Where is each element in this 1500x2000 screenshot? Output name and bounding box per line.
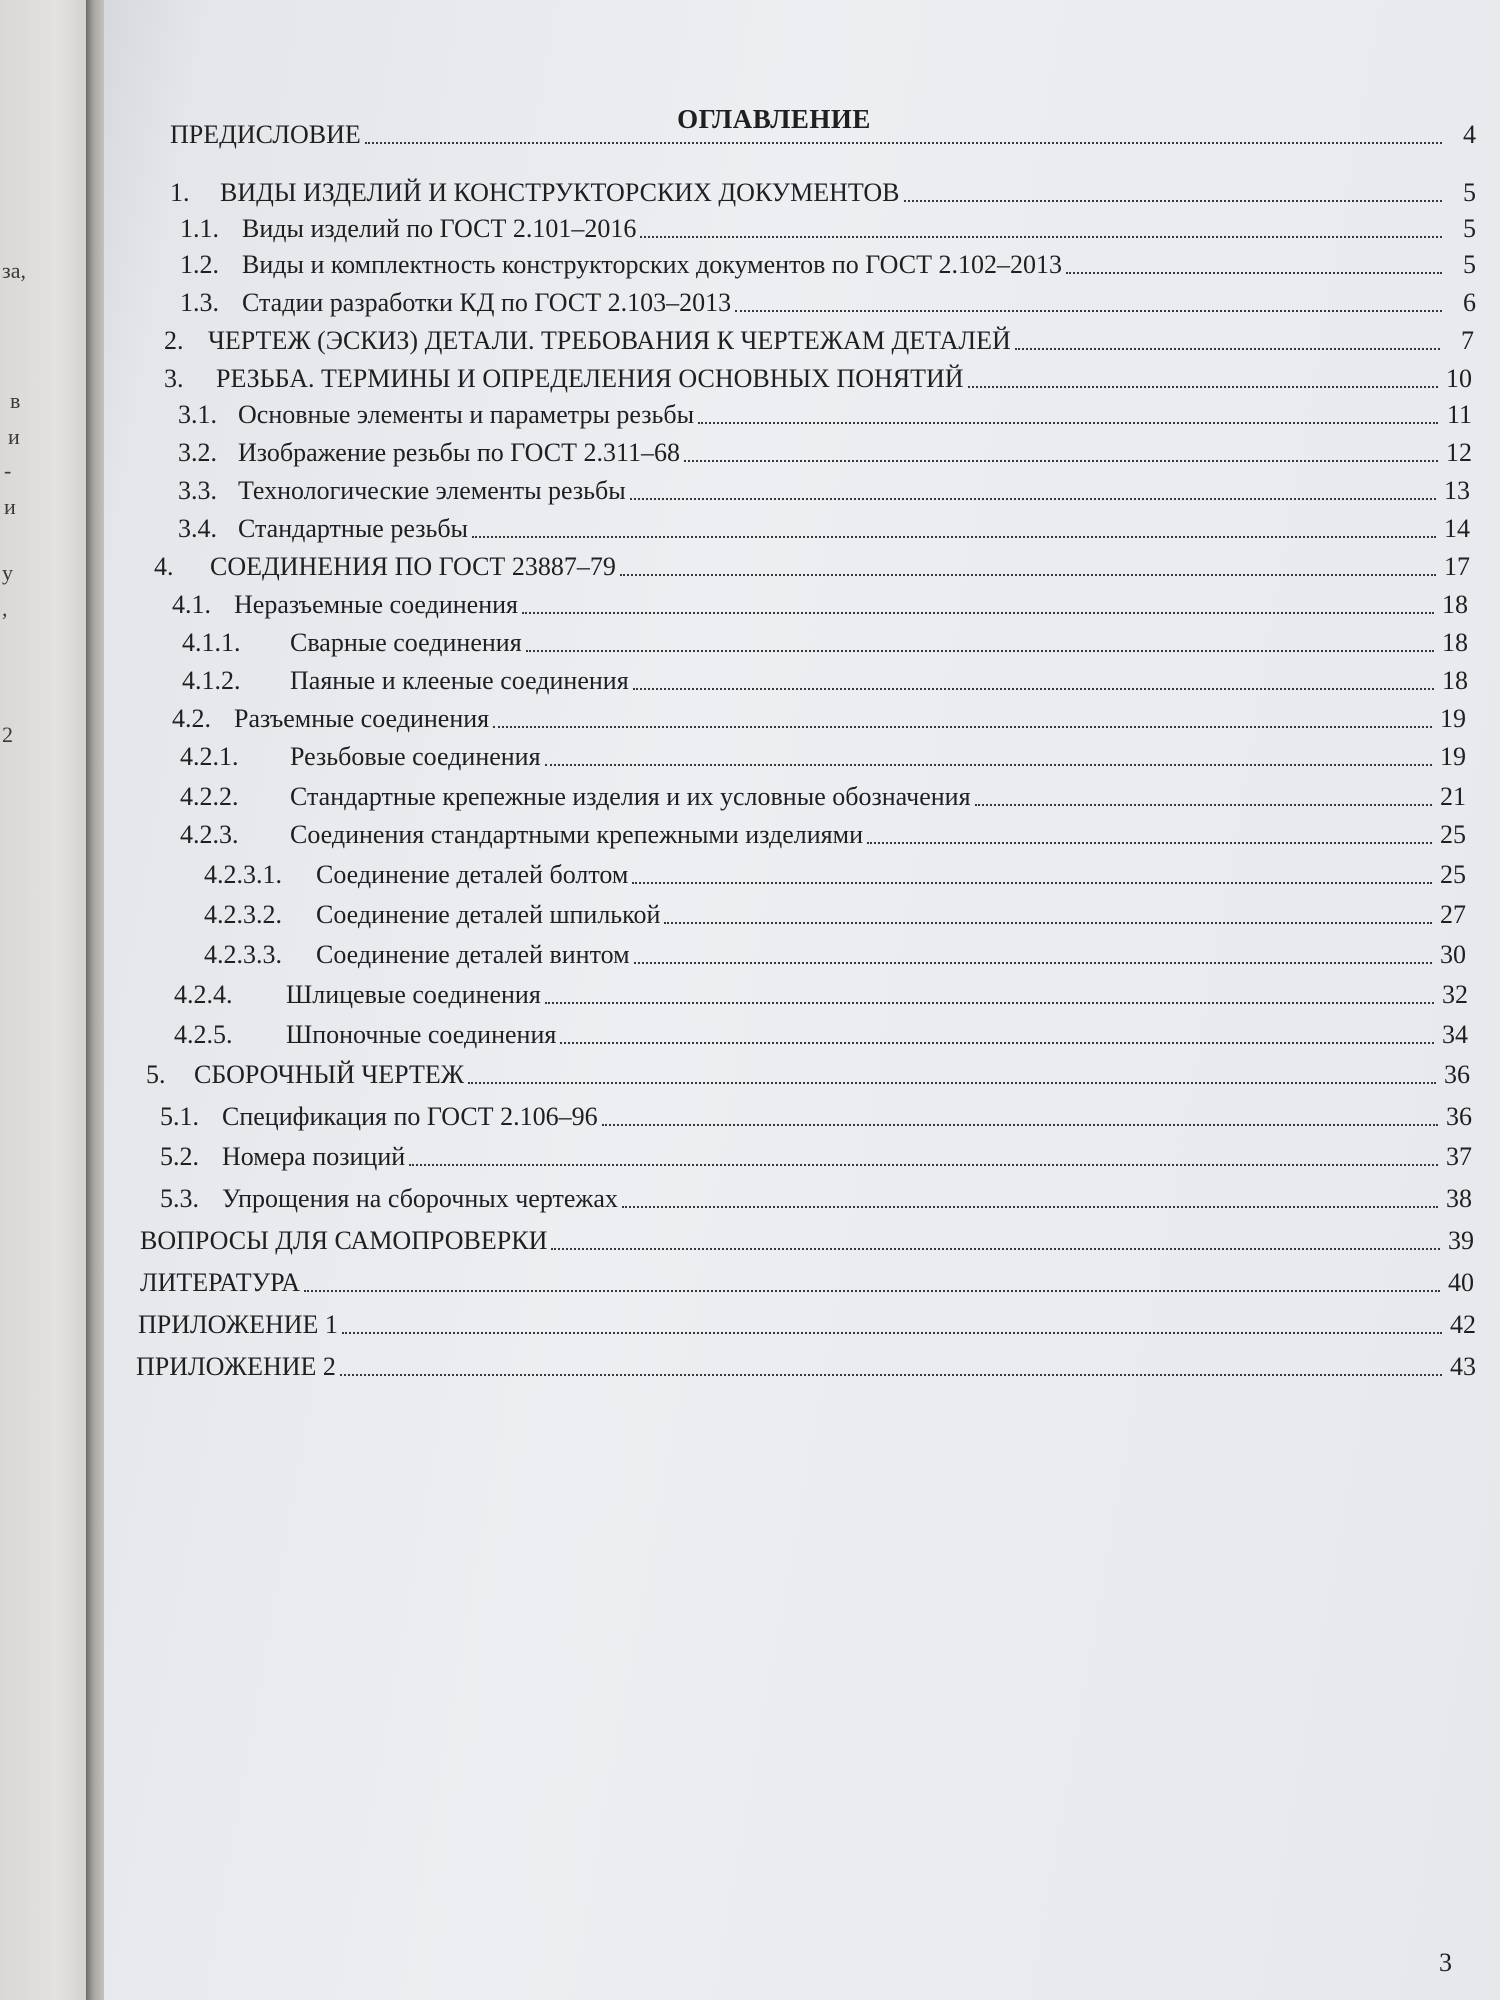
toc-entry-number: 3.	[164, 364, 184, 393]
toc-entry	[164, 364, 1472, 394]
toc-leader-dots	[365, 142, 1442, 144]
toc-entry-page: 4	[1463, 120, 1476, 149]
toc-entry-label: Виды и комплектность конструкторских документов по ГОСТ 2.102–2013	[242, 250, 1063, 279]
toc-leader-dots	[968, 386, 1438, 388]
toc-entry	[170, 120, 1476, 150]
toc-entry-page: 17	[1444, 552, 1470, 581]
toc-entry-page: 43	[1450, 1352, 1476, 1381]
toc-entry-label: Сварные соединения	[290, 628, 522, 657]
document-page	[104, 0, 1500, 2000]
toc-leader-dots	[468, 1082, 1436, 1084]
toc-entry-number: 4.2.3.2.	[204, 900, 282, 929]
toc-entry-page: 21	[1440, 782, 1466, 811]
toc-entry	[180, 250, 1476, 280]
toc-entry	[178, 514, 1470, 544]
toc-entry-label: ВИДЫ ИЗДЕЛИЙ И КОНСТРУКТОРСКИХ ДОКУМЕНТОВ	[220, 178, 900, 207]
toc-entry-page: 13	[1444, 476, 1470, 505]
toc-entry-label: ПРИЛОЖЕНИЕ 1	[138, 1310, 338, 1339]
toc-entry-label: Соединения стандартными крепежными изделиями	[290, 820, 863, 849]
toc-entry	[164, 326, 1474, 356]
toc-entry	[146, 1060, 1470, 1090]
toc-entry-page: 14	[1444, 514, 1470, 543]
toc-entry-number: 5.1.	[160, 1102, 199, 1131]
toc-leader-dots	[735, 310, 1442, 312]
toc-entry-page: 36	[1444, 1060, 1470, 1089]
toc-entry-page: 30	[1440, 940, 1466, 969]
toc-entry-label: Стандартные крепежные изделия и их условные обозначения	[290, 782, 971, 811]
toc-entry	[180, 214, 1476, 244]
toc-entry-number: 1.2.	[180, 250, 219, 279]
toc-entry-label: ВОПРОСЫ ДЛЯ САМОПРОВЕРКИ	[140, 1226, 548, 1255]
table-of-contents	[104, 0, 1500, 2000]
toc-leader-dots	[342, 1332, 1442, 1334]
toc-entry-page: 11	[1446, 400, 1472, 429]
toc-leader-dots	[472, 536, 1436, 538]
toc-leader-dots	[622, 1206, 1438, 1208]
toc-entry-number: 3.4.	[178, 514, 217, 543]
toc-entry	[204, 900, 1466, 930]
toc-entry-label: Изображение резьбы по ГОСТ 2.311–68	[238, 438, 681, 467]
toc-entry-page: 18	[1442, 628, 1468, 657]
toc-leader-dots	[632, 882, 1432, 884]
toc-entry-label: Спецификация по ГОСТ 2.106–96	[222, 1102, 598, 1131]
toc-entry-number: 1.	[170, 178, 190, 207]
toc-entry-page: 18	[1442, 666, 1468, 695]
toc-leader-dots	[867, 842, 1432, 844]
toc-entry-number: 4.1.2.	[182, 666, 241, 695]
left-page-fragment: в	[10, 388, 21, 413]
toc-entry	[172, 704, 1466, 734]
toc-entry	[178, 476, 1470, 506]
toc-entry-label: Соединение деталей шпилькой	[316, 900, 661, 929]
toc-entry-number: 4.2.4.	[174, 980, 233, 1009]
toc-entry	[180, 782, 1466, 812]
toc-entry-number: 5.	[146, 1060, 166, 1089]
left-page-fragment: у	[2, 560, 13, 585]
toc-entry-number: 4.2.2.	[180, 782, 239, 811]
toc-entry-label: ЛИТЕРАТУРА	[140, 1268, 300, 1297]
toc-entry-number: 4.2.5.	[174, 1020, 233, 1049]
toc-leader-dots	[493, 726, 1432, 728]
toc-entry-number: 3.1.	[178, 400, 217, 429]
toc-entry-label: СБОРОЧНЫЙ ЧЕРТЕЖ	[194, 1060, 465, 1089]
toc-entry	[178, 438, 1472, 468]
toc-entry-label: Стандартные резьбы	[238, 514, 469, 543]
toc-entry	[182, 666, 1468, 696]
toc-entry-page: 25	[1440, 820, 1466, 849]
toc-entry-page: 6	[1463, 288, 1476, 317]
toc-leader-dots	[545, 764, 1432, 766]
toc-leader-dots	[620, 574, 1436, 576]
toc-leader-dots	[340, 1374, 1442, 1376]
toc-entry-page: 5	[1463, 214, 1476, 243]
toc-entry-label: СОЕДИНЕНИЯ ПО ГОСТ 23887–79	[210, 552, 616, 581]
toc-entry-page: 27	[1440, 900, 1466, 929]
toc-leader-dots	[304, 1290, 1440, 1292]
toc-leader-dots	[545, 1002, 1434, 1004]
toc-entry-label: Соединение деталей винтом	[316, 940, 630, 969]
toc-entry-number: 4.2.3.1.	[204, 860, 282, 889]
toc-entry-page: 12	[1446, 438, 1472, 467]
toc-entry-number: 1.3.	[180, 288, 219, 317]
toc-entry	[178, 400, 1472, 430]
toc-entry-page: 42	[1450, 1310, 1476, 1339]
toc-leader-dots	[409, 1164, 1438, 1166]
toc-leader-dots	[1015, 348, 1440, 350]
toc-entry-label: ПРИЛОЖЕНИЕ 2	[136, 1352, 336, 1381]
toc-entry-label: Паяные и клееные соединения	[290, 666, 629, 695]
left-facing-page	[0, 0, 96, 2000]
left-page-fragment: ,	[2, 596, 8, 621]
toc-entry-label: Виды изделий по ГОСТ 2.101–2016	[242, 214, 637, 243]
toc-entry-number: 5.3.	[160, 1184, 199, 1213]
toc-entry	[204, 940, 1466, 970]
toc-entry-label: ЧЕРТЕЖ (ЭСКИЗ) ДЕТАЛИ. ТРЕБОВАНИЯ К ЧЕРТЕЖАМ ДЕТАЛЕЙ	[208, 326, 1011, 355]
toc-entry-number: 3.2.	[178, 438, 217, 467]
toc-leader-dots	[526, 650, 1434, 652]
toc-leader-dots	[602, 1124, 1438, 1126]
toc-leader-dots	[522, 612, 1434, 614]
toc-entry-number: 2.	[164, 326, 184, 355]
toc-entry	[160, 1184, 1472, 1214]
toc-entry	[140, 1226, 1474, 1256]
toc-entry	[180, 742, 1466, 772]
toc-entry-number: 4.2.	[172, 704, 211, 733]
toc-entry-page: 19	[1440, 742, 1466, 771]
toc-entry-label: Резьбовые соединения	[290, 742, 541, 771]
left-page-fragment: и	[4, 494, 16, 519]
toc-leader-dots	[560, 1042, 1434, 1044]
toc-entry-number: 4.2.3.	[180, 820, 239, 849]
toc-entry-page: 25	[1440, 860, 1466, 889]
toc-leader-dots	[698, 422, 1438, 424]
left-page-fragment: за,	[2, 258, 26, 283]
toc-entry	[172, 590, 1468, 620]
toc-leader-dots	[634, 962, 1432, 964]
toc-entry-number: 4.1.	[172, 590, 211, 619]
toc-entry	[136, 1352, 1476, 1382]
toc-entry-page: 36	[1446, 1102, 1472, 1131]
toc-leader-dots	[640, 236, 1442, 238]
toc-entry	[180, 288, 1476, 318]
page-number: 3	[1439, 1948, 1452, 1977]
toc-leader-dots	[904, 200, 1442, 202]
toc-entry	[160, 1142, 1472, 1172]
toc-entry-label: Стадии разработки КД по ГОСТ 2.103–2013	[242, 288, 732, 317]
toc-entry	[138, 1310, 1476, 1340]
toc-entry-number: 5.2.	[160, 1142, 199, 1171]
toc-entry-label: Технологические элементы резьбы	[238, 476, 626, 505]
toc-entry-number: 4.2.3.3.	[204, 940, 282, 969]
toc-entry	[174, 1020, 1468, 1050]
toc-entry	[154, 552, 1470, 582]
toc-entry-label: Разъемные соединения	[234, 704, 490, 733]
toc-entry-label: ПРЕДИСЛОВИЕ	[170, 120, 361, 149]
left-page-fragment: и	[8, 424, 20, 449]
toc-entry	[182, 628, 1468, 658]
toc-entry-number: 4.2.1.	[180, 742, 239, 771]
toc-leader-dots	[633, 688, 1434, 690]
toc-entry-label: Основные элементы и параметры резьбы	[238, 400, 695, 429]
toc-leader-dots	[551, 1248, 1440, 1250]
toc-entry-page: 5	[1463, 178, 1476, 207]
toc-entry-page: 7	[1461, 326, 1474, 355]
toc-entry-label: Шлицевые соединения	[286, 980, 541, 1009]
toc-entry	[170, 178, 1476, 208]
toc-entry	[140, 1268, 1474, 1298]
toc-entry-page: 37	[1446, 1142, 1472, 1171]
toc-entry	[174, 980, 1468, 1010]
toc-entry-page: 32	[1442, 980, 1468, 1009]
toc-leader-dots	[1066, 272, 1442, 274]
toc-entry-number: 4.1.1.	[182, 628, 241, 657]
toc-leader-dots	[975, 804, 1432, 806]
toc-title: ОГЛАВЛЕНИЕ	[677, 104, 871, 134]
toc-entry-page: 5	[1463, 250, 1476, 279]
toc-entry-page: 39	[1448, 1226, 1474, 1255]
toc-entry-page: 10	[1446, 364, 1472, 393]
toc-leader-dots	[684, 460, 1438, 462]
toc-entry	[160, 1102, 1472, 1132]
toc-entry-label: РЕЗЬБА. ТЕРМИНЫ И ОПРЕДЕЛЕНИЯ ОСНОВНЫХ ПОНЯТИЙ	[216, 364, 964, 393]
toc-entry-label: Номера позиций	[222, 1142, 406, 1171]
toc-entry-label: Упрощения на сборочных чертежах	[222, 1184, 618, 1213]
toc-entry-page: 40	[1448, 1268, 1474, 1297]
toc-entry-label: Неразъемные соединения	[234, 590, 518, 619]
toc-entry-page: 18	[1442, 590, 1468, 619]
left-page-fragment: -	[4, 458, 12, 483]
toc-entry-page: 19	[1440, 704, 1466, 733]
toc-entry	[204, 860, 1466, 890]
toc-entry-page: 34	[1442, 1020, 1468, 1049]
toc-entry-number: 3.3.	[178, 476, 217, 505]
toc-entry-label: Соединение деталей болтом	[316, 860, 629, 889]
left-page-fragment: 2	[2, 722, 13, 747]
toc-entry	[180, 820, 1466, 850]
toc-leader-dots	[664, 922, 1432, 924]
toc-leader-dots	[630, 498, 1436, 500]
toc-entry-number: 4.	[154, 552, 174, 581]
toc-entry-page: 38	[1446, 1184, 1472, 1213]
toc-entry-number: 1.1.	[180, 214, 219, 243]
toc-entry-label: Шпоночные соединения	[286, 1020, 557, 1049]
